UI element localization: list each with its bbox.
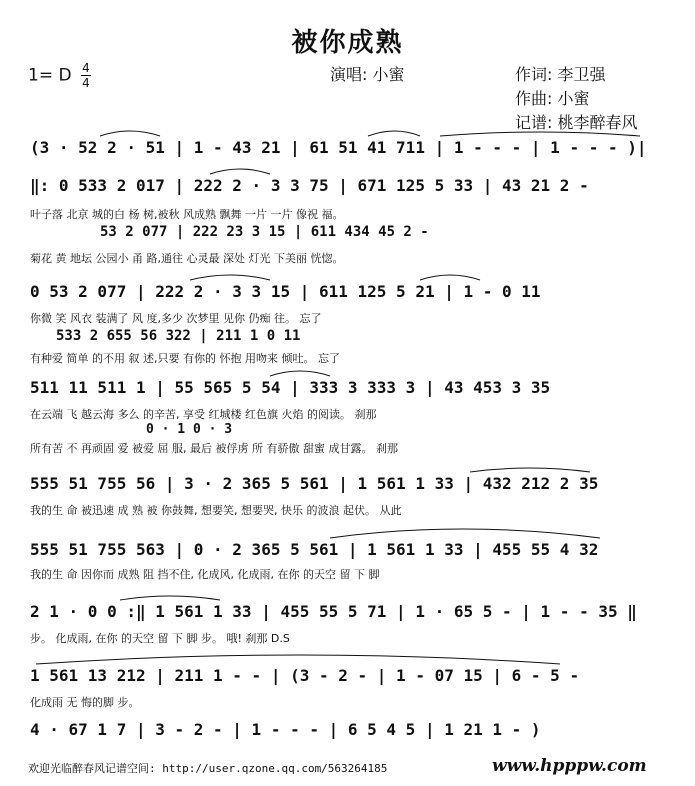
music-line-2: ‖: 0 533 2 017 | 222 2 · 3 3 75 | 671 125 5 33 | 43 21 2 - [30,176,589,195]
music-line-12: 4 · 67 1 7 | 3 - 2 - | 1 - - - | 6 5 4 5 | 1 21 1 - ) [30,720,541,739]
slur [36,655,560,664]
footer-watermark: www.hpppw.com [492,756,647,776]
lyric-line-10: 步。 化成雨, 在你 的天空 留 下 脚 步。 哦! 刹那 D.S [30,632,290,645]
music-line-3: 53 2 077 | 222 23 3 15 | 611 434 45 2 - [100,224,429,240]
music-line-10: 2 1 · 0 0 :‖ 1 561 1 33 | 455 55 5 71 | 1 · 65 5 - | 1 - - 35 ‖ [30,602,637,621]
slur [420,275,480,280]
credit-transcriber: 记谱: 桃李醉春风 [515,113,638,132]
footer-url: 欢迎光临醉春风记谱空间: http://user.qzone.qq.com/563264185 [28,762,388,775]
song-title: 被你成熟 [291,28,404,58]
key-label: 1= D [28,65,72,86]
lyric-line-5: 有种爱 简单 的不用 叙 述,只要 有你的 怀抱 用吻来 倾吐。 忘了 [30,352,340,365]
credit-lyricist: 作词: 李卫强 [515,65,606,84]
music-line-8: 555 51 755 56 | 3 · 2 365 5 561 | 1 561 1 33 | 432 212 2 35 [30,474,599,493]
slur [440,132,640,136]
slur [330,529,600,538]
slur [120,596,220,600]
time-sig-top: 4 [82,61,90,75]
lyric-line-8: 我的生 命 被迅速 成 熟 被 你鼓舞, 想要笑, 想要哭, 快乐 的波浪 起伏。 从此 [30,504,402,517]
slur [270,371,330,376]
lyric-line-9: 我的生 命 因你而 成熟 阻 挡不住, 化成风, 化成雨, 在你 的天空 留 下 脚 [30,568,380,581]
slur [470,468,590,472]
slur [100,131,160,136]
music-line-11: 1 561 13 212 | 211 1 - - | (3 - 2 - | 1 - 07 15 | 6 - 5 - [30,666,580,685]
slur [210,169,270,174]
lyric-line-11: 化成雨 无 悔的脚 步。 [30,696,140,709]
music-line-6: 511 11 511 1 | 55 565 5 54 | 333 3 333 3 | 43 453 3 35 [30,378,551,397]
lyric-line-4: 你微 笑 风衣 装满了 风 度,多少 次梦里 见你 仍痴 往。 忘了 [30,312,322,325]
lyric-line-3: 菊花 黄 地坛 公园小 甬 路,通往 心灵最 深处 灯光 下美丽 恍惚。 [30,252,344,265]
music-line-1: (3 · 52 2 · 51 | 1 - 43 21 | 61 51 41 711 | 1 - - - | 1 - - - )| [30,138,647,157]
lyric-line-7: 所有苦 不 再顽固 爱 被爱 屈 服, 最后 被俘虏 所 有骄傲 甜蜜 成甘露。 刹那 [30,442,398,455]
credit-singer: 演唱: 小蜜 [330,65,405,84]
music-line-5: 533 2 655 56 322 | 211 1 0 11 [56,328,301,344]
slur [368,131,420,136]
credit-composer: 作曲: 小蜜 [515,89,590,108]
lyric-line-6: 在云端 飞 越云海 多么 的辛苦, 享受 红城楼 红色旗 火焰 的阅读。 刹那 [30,408,377,421]
music-line-4: 0 53 2 077 | 222 2 · 3 3 15 | 611 125 5 21 | 1 - 0 11 [30,282,541,301]
lyric-line-2: 叶子落 北京 城的白 杨 树,被秋 风成熟 飘舞 一片 一片 像祝 福。 [30,208,344,221]
slur [190,275,270,280]
time-sig-bottom: 4 [82,76,90,90]
music-line-7: 0 · 1 0 · 3 [146,422,233,437]
music-line-9: 555 51 755 563 | 0 · 2 365 5 561 | 1 561 1 33 | 455 55 4 32 [30,540,599,559]
